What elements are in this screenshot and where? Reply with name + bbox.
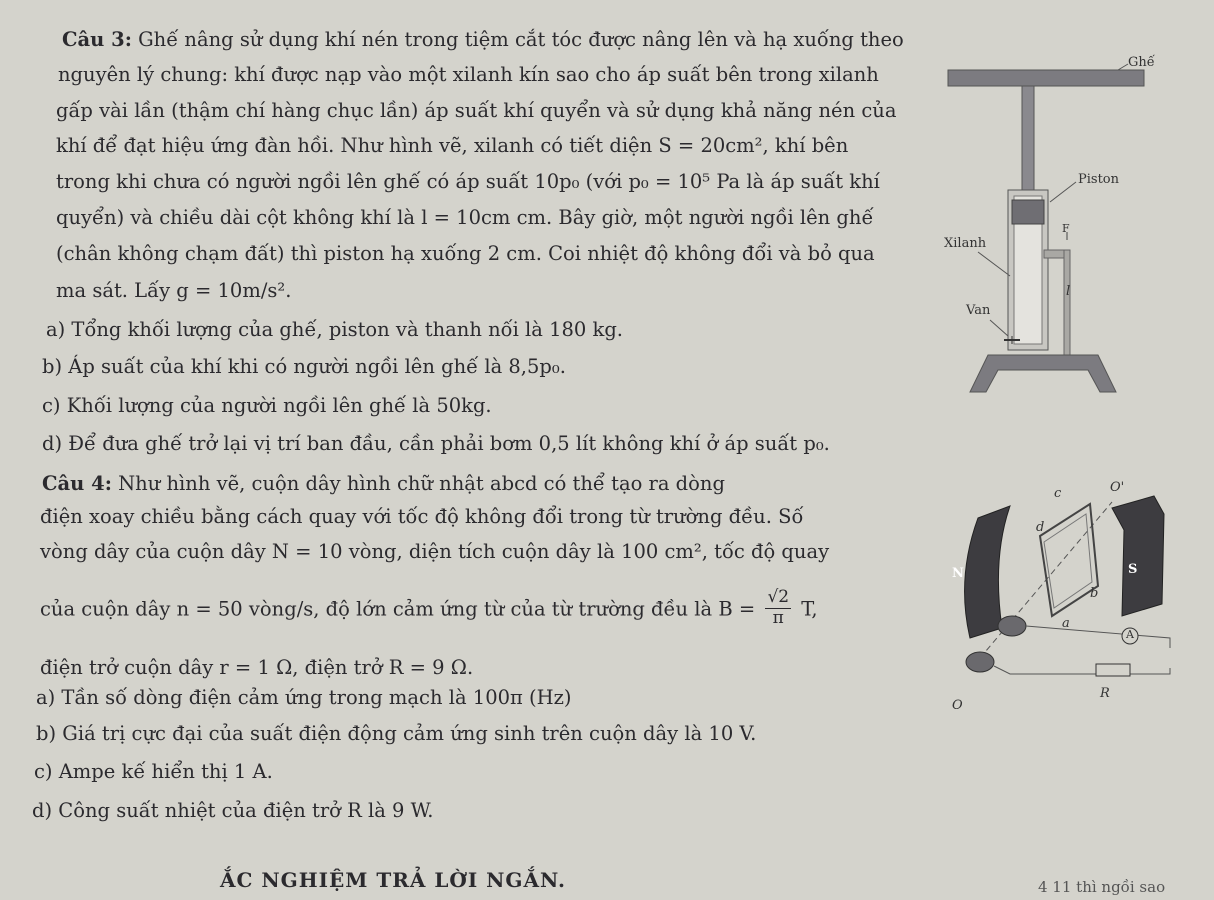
label-r: R <box>1100 686 1110 701</box>
q3-line-8: ma sát. Lấy g = 10m/s². <box>56 279 292 302</box>
label-ammeter: A <box>1126 628 1134 641</box>
q4-text-4b: T, <box>801 597 818 621</box>
q4-line-3: vòng dây của cuộn dây N = 10 vòng, diện tích cuộn dây là 100 cm², tốc độ quay <box>40 540 830 563</box>
q4-text-4a: của cuộn dây n = 50 vòng/s, độ lớn cảm ứng từ của từ trường đều là B = <box>40 597 756 621</box>
q4-line-5: điện trở cuộn dây r = 1 Ω, điện trở R = 9 Ω. <box>40 656 474 679</box>
label-length: l <box>1066 284 1071 299</box>
label-s: S <box>1128 562 1138 577</box>
generator-diagram <box>940 478 1200 718</box>
label-force: F <box>1062 222 1070 235</box>
label-c: c <box>1054 486 1062 501</box>
q3-option-a: a) Tổng khối lượng của ghế, piston và thanh nối là 180 kg. <box>46 318 624 341</box>
q4-title: Câu 4: <box>42 472 112 495</box>
slip-ring-1 <box>998 616 1026 636</box>
q4-option-b: b) Giá trị cực đại của suất điện động cảm ứng sinh trên cuộn dây là 10 V. <box>36 722 757 745</box>
fraction-denominator: π <box>772 607 784 628</box>
fraction <box>765 588 791 628</box>
q3-text-1: Ghế nâng sử dụng khí nén trong tiệm cắt tóc được nâng lên và hạ xuống theo <box>131 28 904 51</box>
label-b: b <box>1090 586 1099 601</box>
section-heading: ẮC NGHIỆM TRẢ LỜI NGẮN. <box>220 868 566 892</box>
q3-line-3: gấp vài lần (thậm chí hàng chục lần) áp suất khí quyển và sử dụng khả năng nén của <box>56 99 897 122</box>
q4-option-d: d) Công suất nhiệt của điện trở R là 9 W. <box>32 799 434 822</box>
q4-text-1: Như hình vẽ, cuộn dây hình chữ nhật abcd có thể tạo ra dòng <box>111 472 725 495</box>
q3-line-2: nguyên lý chung: khí được nạp vào một xilanh kín sao cho áp suất bên trong xilanh <box>58 63 879 86</box>
piston-pointer <box>1050 182 1076 202</box>
q3-option-b: b) Áp suất của khí khi có người ngồi lên ghế là 8,5p₀. <box>42 355 566 378</box>
magnet-s <box>1112 496 1164 616</box>
q4-option-a: a) Tần số dòng điện cảm ứng trong mạch là 100π (Hz) <box>36 686 572 709</box>
slip-ring-2 <box>966 652 994 672</box>
chair-diagram <box>940 40 1210 400</box>
label-o: O <box>952 698 963 713</box>
q3-line-7: (chân không chạm đất) thì piston hạ xuống 2 cm. Coi nhiệt độ không đổi và bỏ qua <box>56 242 875 265</box>
seat-pointer <box>1118 64 1128 70</box>
label-ghe: Ghế <box>1128 55 1155 70</box>
q4-option-c: c) Ampe kế hiển thị 1 A. <box>34 760 273 783</box>
piston-rod <box>1022 86 1034 196</box>
q4-line-4 <box>40 587 818 630</box>
pipe-right <box>1064 250 1070 355</box>
q3-title: Câu 3: <box>62 28 132 51</box>
label-d: d <box>1036 520 1045 535</box>
q3-option-c: c) Khối lượng của người ngồi lên ghế là 50kg. <box>42 394 492 417</box>
resistor-icon <box>1096 664 1130 676</box>
q4-line-2: điện xoay chiều bằng cách quay với tốc độ không đổi trong từ trường đều. Số <box>40 505 804 528</box>
fraction-numerator: √2 <box>767 587 790 607</box>
label-xilanh: Xilanh <box>944 236 987 251</box>
label-a: a <box>1062 616 1070 631</box>
q3-line-1 <box>62 28 904 51</box>
van-pointer <box>990 320 1008 336</box>
q3-line-6: quyển) và chiều dài cột không khí là l = 10cm cm. Bây giờ, một người ngồi lên ghế <box>56 206 874 229</box>
q3-line-4: khí để đạt hiệu ứng đàn hồi. Như hình vẽ, xilanh có tiết diện S = 20cm², khí bên <box>56 134 849 157</box>
chair-seat <box>948 70 1144 86</box>
label-n: N <box>952 566 964 581</box>
chair-base <box>970 355 1116 392</box>
label-van: Van <box>966 303 991 318</box>
label-o-prime: O' <box>1110 480 1125 495</box>
q3-line-5: trong khi chưa có người ngồi lên ghế có áp suất 10p₀ (với p₀ = 10⁵ Pa là áp suất khí <box>56 170 880 193</box>
wire-bottom <box>994 666 1170 674</box>
footer-right-text: 4 11 thì ngồi sao <box>1038 878 1166 896</box>
piston <box>1012 200 1044 224</box>
q4-line-1 <box>42 472 725 495</box>
q3-option-d: d) Để đưa ghế trở lại vị trí ban đầu, cần phải bơm 0,5 lít không khí ở áp suất p₀. <box>42 432 830 455</box>
wire-top <box>1026 626 1170 648</box>
label-piston: Piston <box>1078 172 1119 187</box>
xilanh-pointer <box>978 252 1010 276</box>
